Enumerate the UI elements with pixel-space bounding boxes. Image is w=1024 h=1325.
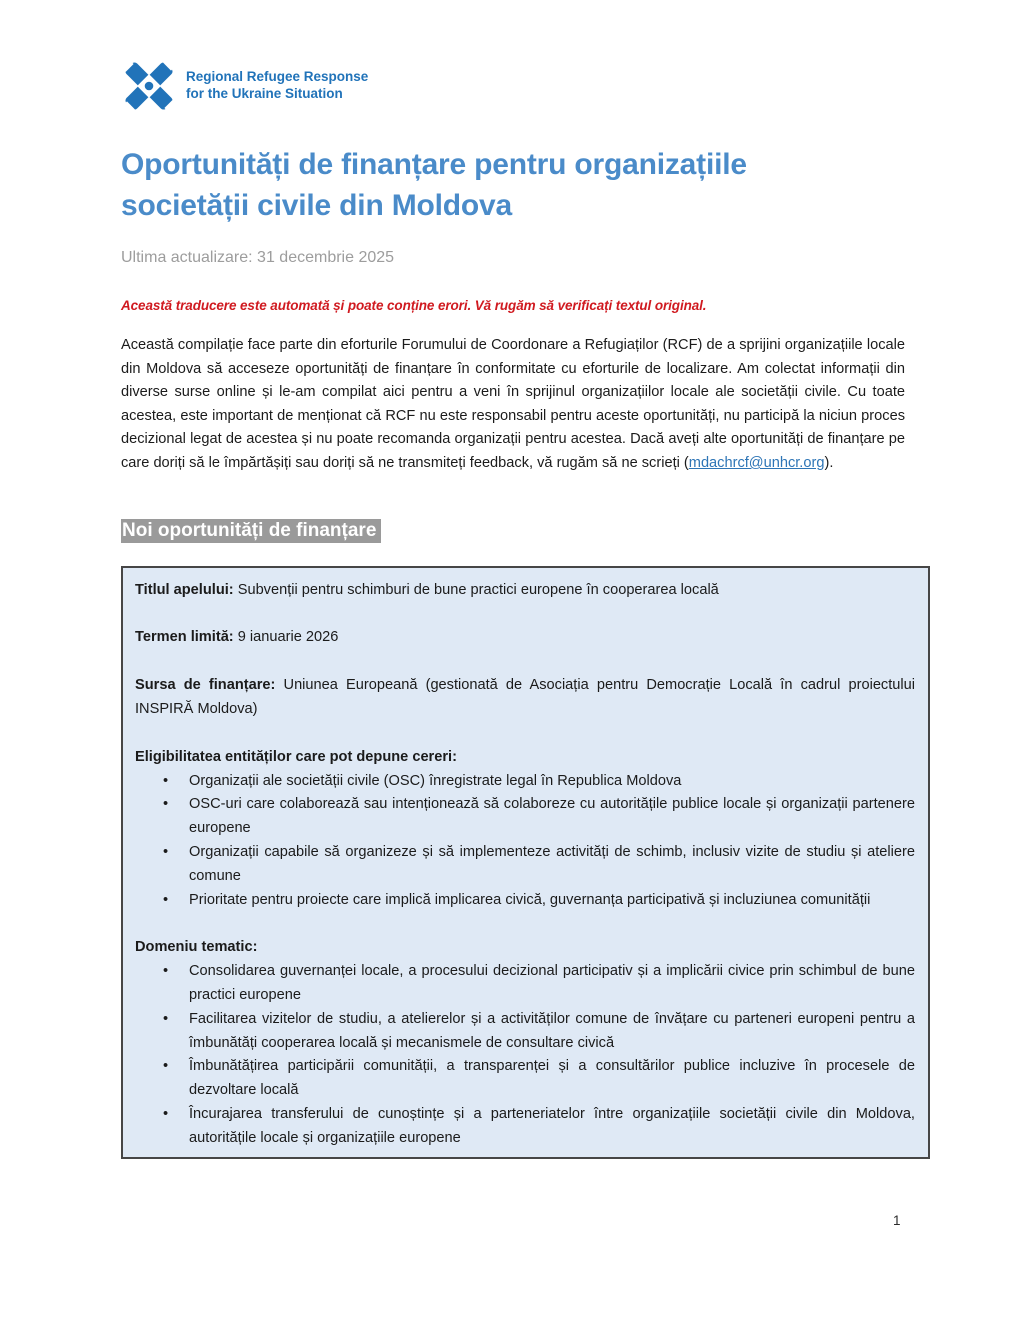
bullet-icon: • [163, 963, 169, 980]
list-item: • Consolidarea guvernanței locale, a procesului decizional participativ și a implicării civice prin schimbul de bune practici europene [135, 960, 915, 1008]
call-source-value: Uniunea Europeană (gestionată de Asociația pentru Democrație Locală în cadrul proiectului INSPIRĂ Moldova) [135, 677, 916, 717]
intro-text-after-link: ). [824, 454, 834, 471]
logo-wordmark-line1: Regional Refugee Response [186, 69, 369, 84]
bullet-icon: • [163, 1105, 169, 1122]
page-number: 1 [893, 1213, 901, 1228]
call-title-row [135, 579, 915, 603]
logo-wordmark [186, 68, 368, 102]
section-heading [121, 516, 930, 545]
logo-wordmark-line2: for the Ukraine Situation [186, 86, 343, 101]
intro-text-before-link: Această compilație face parte din eforturile Forumului de Coordonare a Refugiaților (RCF) de a sprijini organizațiile locale din Moldova să acceseze oportunități de finanțare în conformitate cu eforturile de localizare. Am colectat informații din diverse surse online și le-am compilat aici pentru a veni în sprijinul organizațiilor locale ale societății civile. Cu toate acestea, este important de menționat că RCF nu este responsabil pentru aceste oportunități, nu participă la niciun proces decizional legat de acestea și nu poate recomanda organizații pentru acestea. Dacă aveți alte oportunități de finanțare pe care doriți să le împărtășiți sau doriți să ne transmiteți feedback, vă rugăm să ne scrieți ( [121, 337, 905, 471]
translation-disclaimer: Această traducere este automată și poate conține erori. Vă rugăm să verificați textul original. [121, 298, 707, 313]
page-title-line1: Oportunități de finanțare pentru organizațiile [121, 148, 747, 181]
eligibility-heading: Eligibilitatea entităților care pot depune cereri: [135, 748, 457, 765]
list-item: • Îmbunătățirea participării comunității, a transparenței și a consultărilor publice incluzive în procesele de dezvoltare locală [135, 1055, 915, 1103]
list-item: • Organizații ale societății civile (OSC) înregistrate legal în Republica Moldova [135, 770, 915, 794]
thematic-list [135, 960, 915, 1150]
bullet-icon: • [163, 772, 169, 789]
section-heading-highlight: Noi oportunități de finanțare [121, 519, 381, 543]
list-item: • Organizații capabile să organizeze și să implementeze activități de schimb, inclusiv vizite de studiu și ateliere comune [135, 841, 915, 889]
list-item: • Prioritate pentru proiecte care implică implicarea civică, guvernanța participativă și incluziunea comunității [135, 889, 915, 913]
thematic-heading: Domeniu tematic: [135, 939, 258, 956]
list-item: • OSC-uri care colaborează sau intenționează să colaboreze cu autoritățile publice locale și organizații partenere europene [135, 793, 915, 841]
call-source-row [135, 674, 915, 722]
list-item: • Facilitarea vizitelor de studiu, a atelierelor și a activităților comune de învățare cu parteneri europeni pentru a îmbunătăți cooperarea locală și mecanismele de consultare civică [135, 1008, 915, 1056]
bullet-icon: • [163, 843, 169, 860]
call-source-label: Sursa de finanțare: [135, 677, 276, 694]
call-title-value: Subvenții pentru schimburi de bune practici europene în cooperarea locală [237, 581, 719, 598]
eligibility-list [135, 770, 915, 913]
bullet-icon: • [163, 1010, 169, 1027]
bullet-icon: • [163, 796, 169, 813]
call-deadline-value: 9 ianuarie 2026 [237, 629, 339, 646]
header-logo [121, 58, 930, 114]
email-link[interactable]: mdachrcf@unhcr.org [688, 454, 825, 471]
list-item: • Încurajarea transferului de cunoștințe și a parteneriatelor între organizațiile societății civile din Moldova, autoritățile locale și organizațiile europene [135, 1103, 915, 1151]
bullet-icon: • [163, 1058, 169, 1075]
call-deadline-row [135, 626, 915, 650]
rrr-pinwheel-x-icon [121, 58, 177, 114]
call-title-label: Titlul apelului: [135, 581, 234, 598]
page-title-line2: societății civile din Moldova [121, 189, 512, 222]
funding-call-box [121, 566, 930, 1159]
intro-paragraph [121, 334, 905, 476]
last-updated-text: Ultima actualizare: 31 decembrie 2025 [121, 249, 395, 266]
page-title [121, 144, 930, 226]
call-deadline-label: Termen limită: [135, 629, 234, 646]
bullet-icon: • [163, 891, 169, 908]
